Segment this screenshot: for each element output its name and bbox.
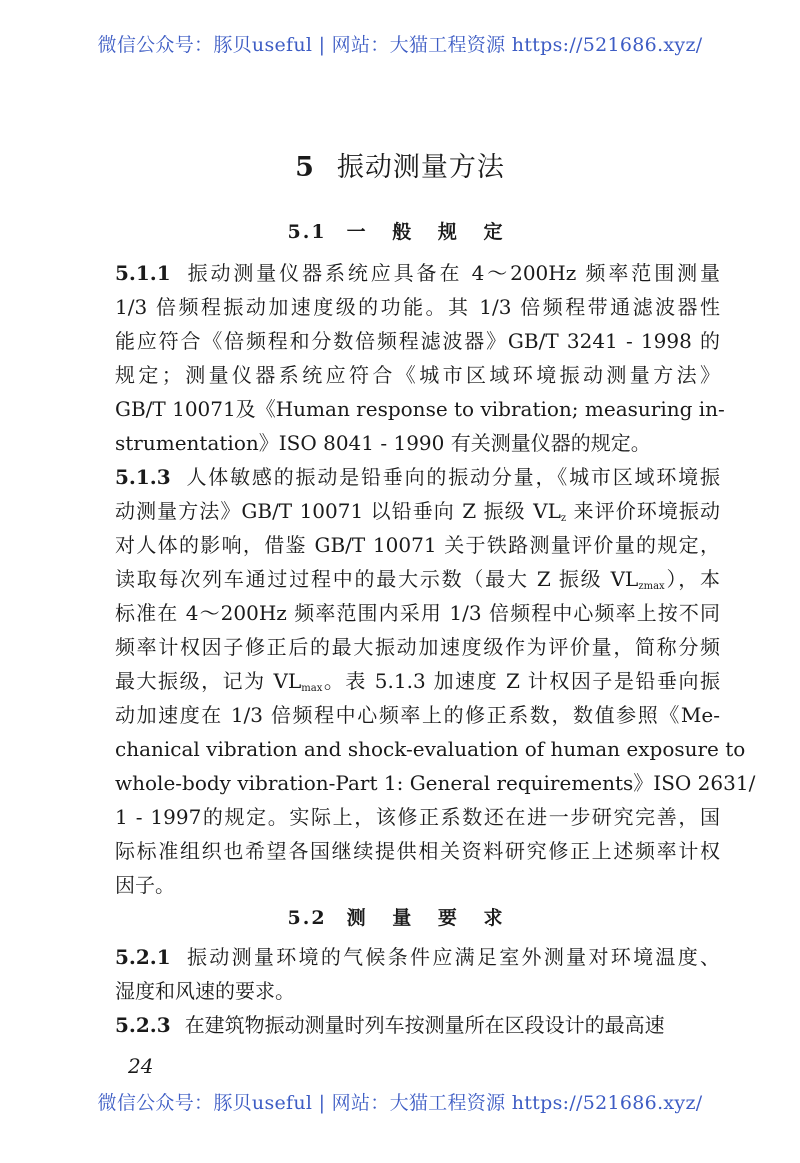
section-title: 一 般 规 定: [346, 221, 513, 243]
line-text: 频率计权因子修正后的最大振动加速度级作为评价量，简称分频: [115, 635, 720, 659]
text-line: [115, 392, 725, 426]
text-line: [115, 630, 720, 664]
subscript: z: [560, 513, 567, 524]
section-5-2-body: [115, 940, 720, 1042]
line-text: 动加速度在 1/3 倍频程中心频率上的修正系数，数值参照《Me-: [115, 703, 720, 727]
line-text: GB/T 10071及《Human response to vibration; measuring in-: [115, 397, 725, 421]
line-text: whole-body vibration-Part 1: General requirements》ISO 2631/: [115, 771, 756, 795]
text-line: [115, 562, 720, 596]
section-heading-5-2: [0, 903, 800, 930]
section-number: 5.2: [287, 907, 327, 929]
watermark-bottom: 微信公众号：豚贝useful | 网站：大猫工程资源 https://521686.xyz/: [97, 1092, 703, 1114]
text-line: [115, 528, 720, 562]
line-text: 读取每次列车通过过程中的最大示数（最大 Z 振级 $VL_{zmax}$），本: [115, 567, 720, 592]
line-text: 1/3 倍频程振动加速度级的功能。其 1/3 倍频程带通滤波器性: [115, 295, 720, 319]
clause-number: 5.2.3: [115, 1013, 171, 1037]
line-text: 动测量方法》GB/T 10071 以铅垂向 Z 振级 $VL_z$ 来评价环境振动: [115, 499, 720, 524]
text-line: [115, 664, 720, 698]
line-text: 人体敏感的振动是铅垂向的振动分量，《城市区域环境振: [184, 465, 720, 489]
text-line: [115, 732, 746, 766]
line-text: 因子。: [115, 873, 175, 897]
chapter-title: [0, 145, 800, 184]
line-text: strumentation》ISO 8041 - 1990 有关测量仪器的规定。: [115, 431, 651, 455]
line-text: 标准在 4～200Hz 频率范围内采用 1/3 倍频程中心频率上按不同: [115, 601, 720, 625]
text-line: [115, 698, 720, 732]
text-line: [115, 834, 720, 868]
text-line: [115, 974, 720, 1008]
line-text: 在建筑物振动测量时列车按测量所在区段设计的最高速: [184, 1013, 665, 1037]
text-line: [115, 940, 720, 974]
line-text: 能应符合《倍频程和分数倍频程滤波器》GB/T 3241 - 1998 的: [115, 329, 720, 353]
text-line: [115, 290, 720, 324]
text-line: [115, 324, 720, 358]
clause-5-1-1: [115, 256, 725, 460]
section-number: 5.1: [287, 221, 327, 243]
section-5-1-body: [115, 256, 756, 902]
text-line: [115, 766, 756, 800]
line-text: chanical vibration and shock-evaluation of human exposure to: [115, 737, 746, 761]
line-text: 振动测量仪器系统应具备在 4～200Hz 频率范围测量: [184, 261, 720, 285]
text-line: [115, 358, 720, 392]
chapter-title-text: 振动测量方法: [336, 152, 505, 183]
text-line: [115, 596, 720, 630]
subscript: max: [301, 683, 323, 694]
subscript: zmax: [638, 581, 665, 592]
text-line: [115, 800, 720, 834]
clause-5-1-3: [115, 460, 756, 902]
line-text: 对人体的影响，借鉴 GB/T 10071 关于铁路测量评价量的规定，: [115, 533, 720, 557]
text-line: [115, 460, 720, 494]
line-text: 振动测量环境的气候条件应满足室外测量对环境温度、: [184, 945, 720, 969]
text-line: [115, 426, 720, 460]
page-number: 24: [128, 1054, 154, 1078]
section-title: 测 量 要 求: [346, 907, 513, 929]
clause-number: 5.2.1: [115, 945, 171, 969]
line-text: 最大振级，记为 $VL_{max}$。表 5.1.3 加速度 Z 计权因子是铅垂向振: [115, 669, 720, 694]
section-heading-5-1: [0, 217, 800, 244]
line-text: 1 - 1997的规定。实际上，该修正系数还在进一步研究完善，国: [115, 805, 720, 829]
line-text: 湿度和风速的要求。: [115, 979, 295, 1003]
text-line: [115, 1008, 720, 1042]
chapter-number: 5: [295, 152, 315, 183]
text-line: [115, 256, 720, 290]
clause-5-2-3: [115, 1008, 720, 1042]
line-text: 际标准组织也希望各国继续提供相关资料研究修正上述频率计权: [115, 839, 720, 863]
clause-5-2-1: [115, 940, 720, 1008]
line-text: 规定；测量仪器系统应符合《城市区域环境振动测量方法》: [115, 363, 720, 387]
text-line: [115, 868, 720, 902]
clause-number: 5.1.3: [115, 465, 171, 489]
watermark-top: 微信公众号：豚贝useful | 网站：大猫工程资源 https://521686.xyz/: [97, 34, 703, 56]
text-line: [115, 494, 720, 528]
clause-number: 5.1.1: [115, 261, 171, 285]
